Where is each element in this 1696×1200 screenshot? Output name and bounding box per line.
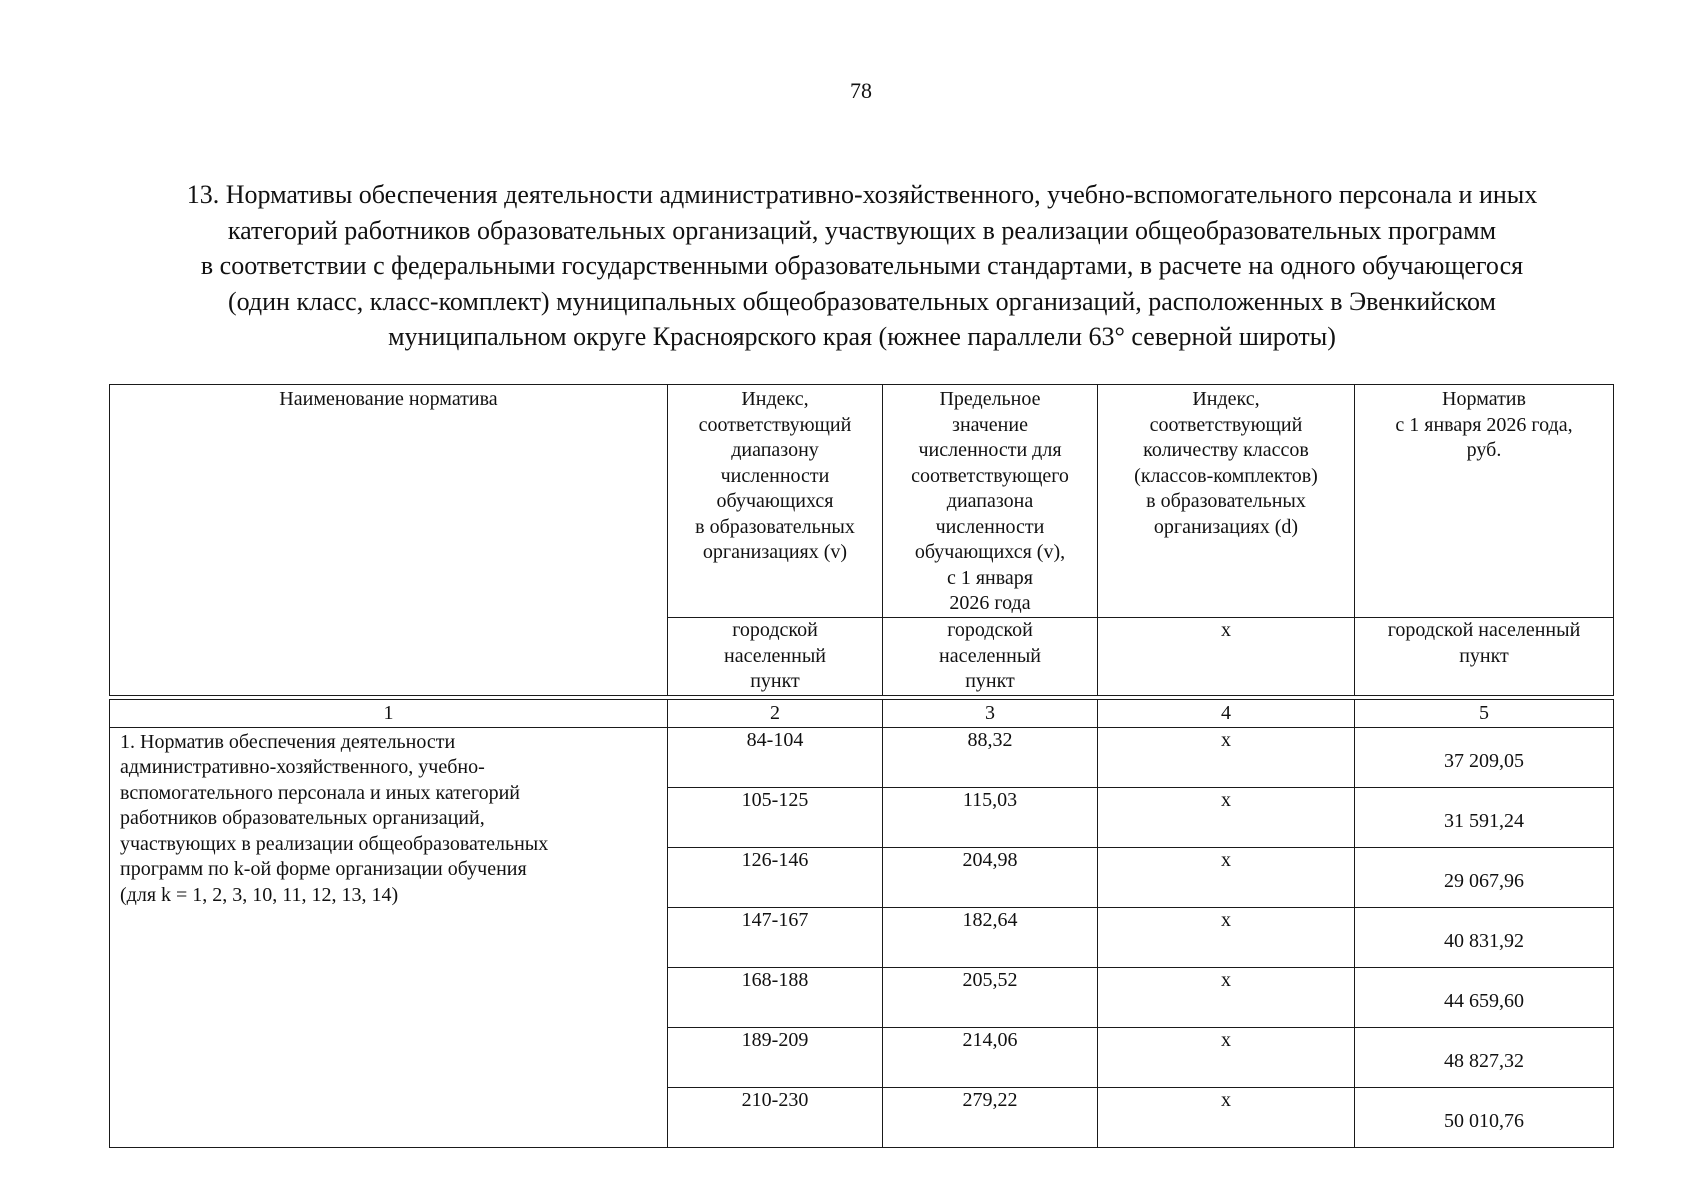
norm-value-cell: 31 591,24 (1355, 787, 1614, 847)
subheader-limit-value: городской населенный пункт (883, 618, 1098, 696)
column-number: 4 (1098, 699, 1355, 727)
header-limit-value: Предельное значение численности для соответствующего диапазона численности обучающихся (v), с 1 января 2026 года (883, 385, 1098, 618)
column-number: 1 (110, 699, 668, 727)
class-index-cell: х (1098, 847, 1355, 907)
limit-cell: 88,32 (883, 727, 1098, 787)
range-cell: 210-230 (668, 1087, 883, 1147)
document-title (130, 177, 1594, 355)
title-line: 13. Нормативы обеспечения деятельности административно-хозяйственного, учебно-вспомогательного персонала и иных (186, 180, 1538, 209)
title-line: в соответствии с федеральными государственными образовательными стандартами, в расчете на одного обучающегося (200, 251, 1524, 280)
range-cell: 126-146 (668, 847, 883, 907)
norms-table (109, 384, 1614, 1148)
limit-cell: 205,52 (883, 967, 1098, 1027)
range-cell: 84-104 (668, 727, 883, 787)
header-norm-value: Норматив с 1 января 2026 года, руб. (1355, 385, 1614, 618)
range-cell: 189-209 (668, 1027, 883, 1087)
column-number: 2 (668, 699, 883, 727)
limit-cell: 182,64 (883, 907, 1098, 967)
subheader-range-index: городской населенный пункт (668, 618, 883, 696)
column-number: 5 (1355, 699, 1614, 727)
header-range-index: Индекс, соответствующий диапазону численности обучающихся в образовательных организациях (v) (668, 385, 883, 618)
norm-value-cell: 48 827,32 (1355, 1027, 1614, 1087)
subheader-norm-value: городской населенный пункт (1355, 618, 1614, 696)
header-norm-name: Наименование норматива (110, 385, 668, 696)
title-line: категорий работников образовательных организаций, участвующих в реализации общеобразовательных программ (227, 215, 1497, 245)
table-row (110, 727, 1614, 787)
subheader-class-index: х (1098, 618, 1355, 696)
range-cell: 168-188 (668, 967, 883, 1027)
norm-value-cell: 44 659,60 (1355, 967, 1614, 1027)
limit-cell: 204,98 (883, 847, 1098, 907)
range-cell: 105-125 (668, 787, 883, 847)
limit-cell: 115,03 (883, 787, 1098, 847)
title-line: муниципальном округе Красноярского края (южнее параллели 63° северной широты) (388, 322, 1336, 351)
norm-value-cell: 40 831,92 (1355, 907, 1614, 967)
class-index-cell: х (1098, 727, 1355, 787)
column-number: 3 (883, 699, 1098, 727)
norm-value-cell: 37 209,05 (1355, 727, 1614, 787)
class-index-cell: х (1098, 1027, 1355, 1087)
header-class-index: Индекс, соответствующий количеству классов (классов-комплектов) в образовательных организациях (d) (1098, 385, 1355, 618)
column-number-row (110, 699, 1614, 727)
range-cell: 147-167 (668, 907, 883, 967)
class-index-cell: х (1098, 787, 1355, 847)
limit-cell: 279,22 (883, 1087, 1098, 1147)
norm-value-cell: 29 067,96 (1355, 847, 1614, 907)
norm-value-cell: 50 010,76 (1355, 1087, 1614, 1147)
page-number: 78 (850, 78, 872, 103)
class-index-cell: х (1098, 967, 1355, 1027)
class-index-cell: х (1098, 1087, 1355, 1147)
title-line: (один класс, класс-комплект) муниципальных общеобразовательных организаций, расположенных в Эвенкийском (228, 286, 1496, 316)
norm-name-cell: 1. Норматив обеспечения деятельности административно-хозяйственного, учебно- вспомогательного персонала и иных категорий работников образовательных организаций, участвующих в реализации общеобразовательных программ по k-ой форме организации обучения (для k = 1, 2, 3, 10, 11, 12, 13, 14) (110, 727, 668, 1147)
class-index-cell: х (1098, 907, 1355, 967)
table-header-row (110, 385, 1614, 618)
limit-cell: 214,06 (883, 1027, 1098, 1087)
